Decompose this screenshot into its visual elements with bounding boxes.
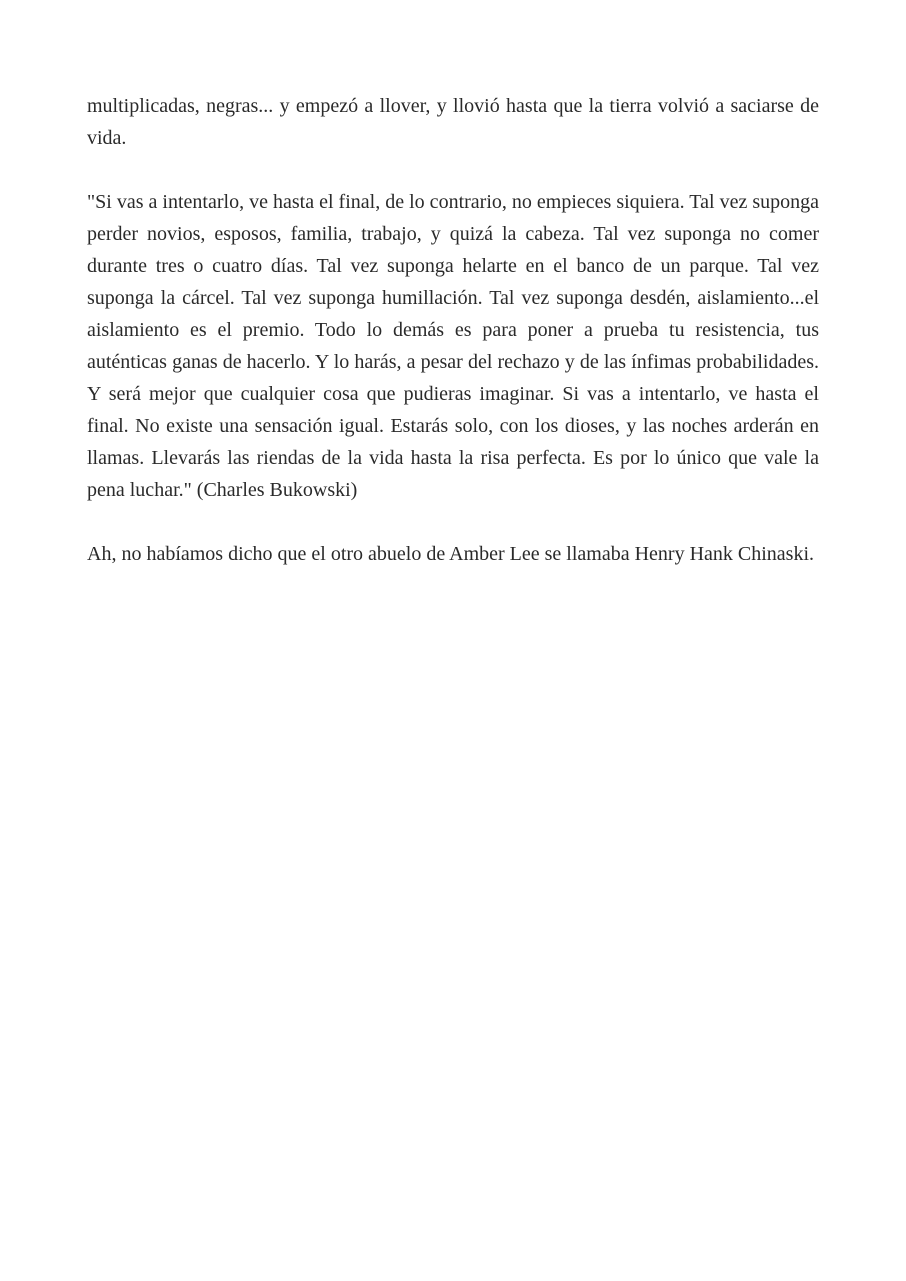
paragraph-chinaski: Ah, no habíamos dicho que el otro abuelo de Amber Lee se llamaba Henry Hank Chinaski.	[87, 543, 815, 565]
paragraph-bukowski-quote: "Si vas a intentarlo, ve hasta el final, de lo contrario, no empieces siquiera. Tal vez suponga perder novios, esposos, familia, trabajo, y quizá la cabeza. Tal vez suponga no comer durante tres o cuatro días. Tal vez suponga helarte en el banco de un parque. Tal vez suponga la cárcel. Tal vez suponga humillación. Tal vez suponga desdén, aislamiento...el aislamiento es el premio. Todo lo demás es para poner a prueba tu resistencia, tus auténticas ganas de hacerlo. Y lo harás, a pesar del rechazo y de las ínfimas probabilidades. Y será mejor que cualquier cosa que pudieras imaginar. Si vas a intentarlo, ve hasta el final. No existe una sensación igual. Estarás solo, con los dioses, y las noches arderán en llamas. Llevarás las riendas de la vida hasta la risa perfecta. Es por lo único que vale la pena luchar." (Charles Bukowski)	[87, 191, 819, 501]
document-body	[87, 90, 819, 570]
paragraph-rain: multiplicadas, negras... y empezó a llover, y llovió hasta que la tierra volvió a saciarse de vida.	[87, 95, 819, 149]
